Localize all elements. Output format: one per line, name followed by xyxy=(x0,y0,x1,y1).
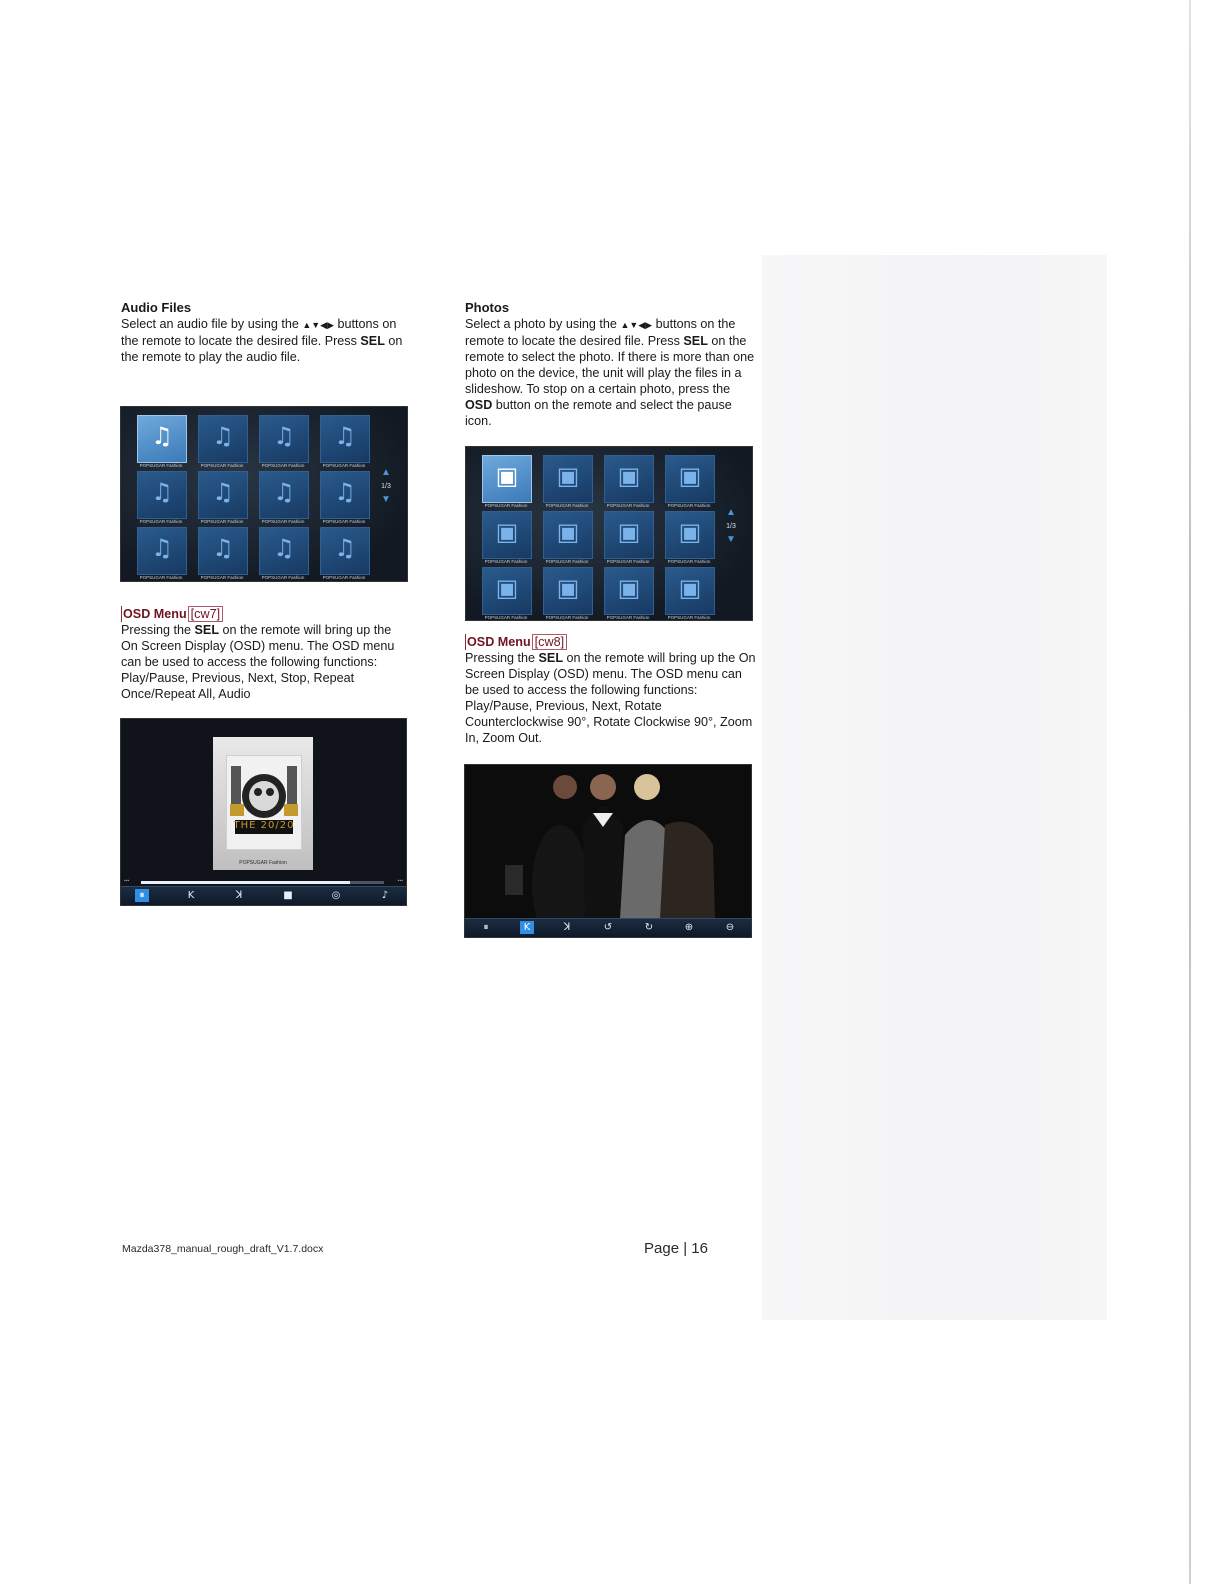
file-tile-caption: POPSUGAR Fashion xyxy=(606,503,650,508)
page-number: 1/3 xyxy=(381,483,391,490)
photo-icon: ▣ xyxy=(678,518,702,546)
footer-filename: Mazda378_manual_rough_draft_V1.7.docx xyxy=(122,1243,324,1255)
previous-icon[interactable]: K xyxy=(520,921,534,934)
audio-icon[interactable]: ♪ xyxy=(381,890,389,901)
file-tile[interactable] xyxy=(198,527,248,575)
audio-column xyxy=(121,300,411,365)
file-tile[interactable] xyxy=(320,527,370,575)
repeat-icon[interactable]: ◎ xyxy=(331,890,341,901)
photo-preview xyxy=(465,765,751,919)
next-icon[interactable]: ꓘ xyxy=(563,922,571,933)
audio-osd-menu-bar xyxy=(121,886,406,905)
pause-icon[interactable]: ⏸ xyxy=(483,922,489,933)
rotate-ccw-icon[interactable]: ↺ xyxy=(603,922,613,933)
file-tile[interactable] xyxy=(259,471,309,519)
file-tile[interactable] xyxy=(604,567,654,615)
comment-reference: [cw8] xyxy=(532,634,567,650)
file-tile-caption: POPSUGAR Fashion xyxy=(139,575,183,580)
osd-audio-description: Pressing the SEL on the remote will bring up the On Screen Display (OSD) menu. The OSD menu can be used to access the following functions: Play/Pause, Previous, Next, Stop, Repeat Once/Repeat All, Audio xyxy=(121,623,395,701)
page-up-icon[interactable]: ▲ xyxy=(726,507,736,518)
file-tile[interactable] xyxy=(482,511,532,559)
music-note-icon: ♫ xyxy=(273,478,295,506)
osd-photo-description: Pressing the SEL on the remote will bring up the On Screen Display (OSD) menu. The OSD menu can be used to access the following functions: Play/Pause, Previous, Next, Rotate Counterclockwise 90°, Rotate Clockwise 90°, Zoom In, Zoom Out. xyxy=(465,651,756,745)
album-caption: POPSUGAR Fashion xyxy=(239,860,287,866)
audio-osd-section xyxy=(121,606,411,702)
progress-area: ▪▪▪ ▪▪▪ xyxy=(124,878,403,884)
music-note-icon: ♫ xyxy=(273,534,295,562)
photo-icon: ▣ xyxy=(495,518,519,546)
osd-menu-heading: OSD Menu [cw8] xyxy=(465,634,567,650)
file-tile[interactable] xyxy=(482,455,532,503)
osd-menu-heading: OSD Menu [cw7] xyxy=(121,606,223,622)
music-note-icon: ♫ xyxy=(212,422,234,450)
file-tile-caption: POPSUGAR Fashion xyxy=(606,559,650,564)
page-down-icon[interactable]: ▼ xyxy=(381,494,391,505)
file-tile[interactable] xyxy=(543,567,593,615)
file-tile[interactable] xyxy=(198,471,248,519)
album-cover xyxy=(226,755,302,850)
zoom-in-icon[interactable]: ⊕ xyxy=(684,922,694,933)
comment-reference: [cw7] xyxy=(188,606,223,622)
file-tile-caption: POPSUGAR Fashion xyxy=(545,503,589,508)
file-tile-caption: POPSUGAR Fashion xyxy=(200,519,244,524)
file-tile-caption: POPSUGAR Fashion xyxy=(261,575,305,580)
photos-column xyxy=(465,300,757,429)
photo-icon: ▣ xyxy=(556,462,580,490)
file-tile[interactable] xyxy=(665,567,715,615)
music-note-icon: ♫ xyxy=(151,422,173,450)
music-note-icon: ♫ xyxy=(273,422,295,450)
music-note-icon: ♫ xyxy=(334,478,356,506)
file-tile-caption: POPSUGAR Fashion xyxy=(200,463,244,468)
file-tile[interactable] xyxy=(604,511,654,559)
file-tile-caption: POPSUGAR Fashion xyxy=(484,559,528,564)
file-tile[interactable] xyxy=(320,471,370,519)
page-down-icon[interactable]: ▼ xyxy=(726,534,736,545)
scan-shading xyxy=(762,255,1107,1320)
photo-osd-menu-bar xyxy=(465,918,751,937)
photos-title: Photos xyxy=(465,300,510,315)
previous-icon[interactable]: K xyxy=(187,890,195,901)
music-note-icon: ♫ xyxy=(212,478,234,506)
file-tile-caption: POPSUGAR Fashion xyxy=(545,559,589,564)
file-tile-caption: POPSUGAR Fashion xyxy=(667,503,711,508)
photo-icon: ▣ xyxy=(678,462,702,490)
page-indicator xyxy=(721,507,741,546)
album-title-text: THE 20/20 xyxy=(233,820,295,831)
audio-files-title: Audio Files xyxy=(121,300,192,315)
music-note-icon: ♫ xyxy=(334,534,356,562)
file-tile-caption: POPSUGAR Fashion xyxy=(606,615,650,620)
file-tile[interactable] xyxy=(665,511,715,559)
photos-description: Select a photo by using the ▲▼◀▶ buttons on the remote to locate the desired file. Press SEL on the remote to select the photo. If there is more than one photo on the device, the unit will play the files in a slideshow. To stop on a certain photo, press the OSD button on the remote and select the pause icon. xyxy=(465,317,755,428)
file-tile-caption: POPSUGAR Fashion xyxy=(322,463,366,468)
photo-osd-section xyxy=(465,634,757,746)
file-tile-caption: POPSUGAR Fashion xyxy=(667,559,711,564)
file-tile-caption: POPSUGAR Fashion xyxy=(139,463,183,468)
file-tile-caption: POPSUGAR Fashion xyxy=(484,615,528,620)
photo-browser-screenshot xyxy=(465,446,753,621)
file-tile[interactable] xyxy=(259,415,309,463)
file-tile[interactable] xyxy=(543,455,593,503)
photo-icon: ▣ xyxy=(617,574,641,602)
audio-file-browser-screenshot xyxy=(120,406,408,582)
photo-viewer-screenshot xyxy=(464,764,752,938)
stop-icon[interactable]: ■ xyxy=(283,890,293,901)
file-tile[interactable] xyxy=(198,415,248,463)
page-number: 1/3 xyxy=(726,523,736,530)
file-tile-caption: POPSUGAR Fashion xyxy=(261,519,305,524)
music-note-icon: ♫ xyxy=(151,478,173,506)
photo-icon: ▣ xyxy=(617,518,641,546)
file-tile[interactable] xyxy=(137,471,187,519)
photo-icon: ▣ xyxy=(617,462,641,490)
file-tile[interactable] xyxy=(137,415,187,463)
file-tile-caption: POPSUGAR Fashion xyxy=(261,463,305,468)
progress-fill xyxy=(141,881,350,884)
album-card xyxy=(213,737,313,870)
file-tile-caption: POPSUGAR Fashion xyxy=(322,519,366,524)
file-tile-caption: POPSUGAR Fashion xyxy=(484,503,528,508)
rotate-cw-icon[interactable]: ↻ xyxy=(644,922,654,933)
file-tile[interactable] xyxy=(259,527,309,575)
pause-icon[interactable]: ⏸ xyxy=(135,889,149,902)
page-edge xyxy=(1189,0,1191,1584)
arrow-buttons-glyphs: ▲▼◀▶ xyxy=(620,320,653,330)
photo-icon: ▣ xyxy=(495,574,519,602)
file-tile-caption: POPSUGAR Fashion xyxy=(545,615,589,620)
photo-icon: ▣ xyxy=(556,518,580,546)
file-tile-caption: POPSUGAR Fashion xyxy=(667,615,711,620)
file-tile-caption: POPSUGAR Fashion xyxy=(139,519,183,524)
audio-player-screenshot xyxy=(120,718,407,906)
zoom-out-icon[interactable]: ⊖ xyxy=(725,922,735,933)
audio-files-description: Select an audio file by using the ▲▼◀▶ buttons on the remote to locate the desired file. Press SEL on the remote to play the audio file. xyxy=(121,317,403,364)
file-tile[interactable] xyxy=(137,527,187,575)
photo-icon: ▣ xyxy=(556,574,580,602)
music-note-icon: ♫ xyxy=(334,422,356,450)
music-note-icon: ♫ xyxy=(212,534,234,562)
progress-bar[interactable] xyxy=(141,881,384,884)
page-indicator xyxy=(376,467,396,506)
next-icon[interactable]: ꓘ xyxy=(235,890,243,901)
music-note-icon: ♫ xyxy=(151,534,173,562)
photo-icon: ▣ xyxy=(678,574,702,602)
file-tile-caption: POPSUGAR Fashion xyxy=(200,575,244,580)
arrow-buttons-glyphs: ▲▼◀▶ xyxy=(302,320,335,330)
file-tile[interactable] xyxy=(320,415,370,463)
photo-icon: ▣ xyxy=(495,462,519,490)
file-tile[interactable] xyxy=(482,567,532,615)
footer-page-number: Page | 16 xyxy=(644,1240,708,1257)
file-tile-caption: POPSUGAR Fashion xyxy=(322,575,366,580)
file-tile[interactable] xyxy=(604,455,654,503)
page-up-icon[interactable]: ▲ xyxy=(381,467,391,478)
file-tile[interactable] xyxy=(543,511,593,559)
file-tile[interactable] xyxy=(665,455,715,503)
